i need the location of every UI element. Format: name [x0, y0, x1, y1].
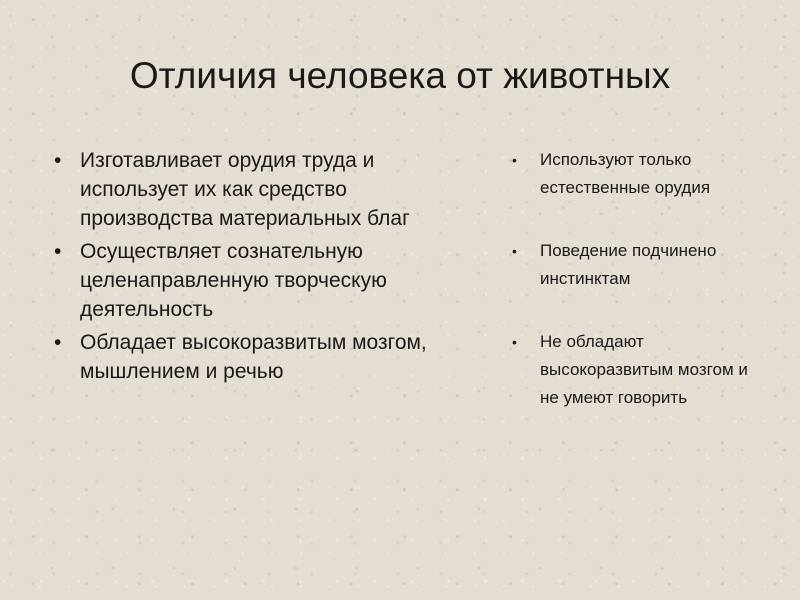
animal-trait-text: Не обладают высокоразвитым мозгом и не умеют говорить	[540, 332, 748, 407]
bullet-icon: •	[54, 149, 62, 172]
human-trait-text: Изготавливает орудия труда и использует их как средство производства материальных благ	[80, 149, 410, 230]
bullet-icon: •	[512, 334, 517, 350]
animal-trait-text: Используют только естественные орудия	[540, 150, 711, 197]
slide-title: Отличия человека от животных	[129, 55, 671, 96]
list-item	[50, 146, 450, 233]
bullet-icon: •	[512, 152, 517, 168]
list-item	[50, 237, 450, 324]
human-trait-text: Обладает высокоразвитым мозгом, мышлением и речью	[80, 331, 427, 383]
list-item	[508, 237, 768, 293]
bullet-icon: •	[512, 243, 517, 259]
list-item	[50, 328, 450, 386]
bullet-icon: •	[54, 240, 62, 263]
animal-traits-list	[508, 146, 768, 447]
list-item	[508, 328, 768, 412]
human-trait-text: Осуществляет сознательную целенаправленную творческую деятельность	[80, 240, 387, 321]
bullet-icon: •	[54, 331, 62, 354]
animal-trait-text: Поведение подчинено инстинктам	[540, 241, 717, 288]
human-traits-list	[50, 146, 450, 390]
list-item	[508, 146, 768, 202]
